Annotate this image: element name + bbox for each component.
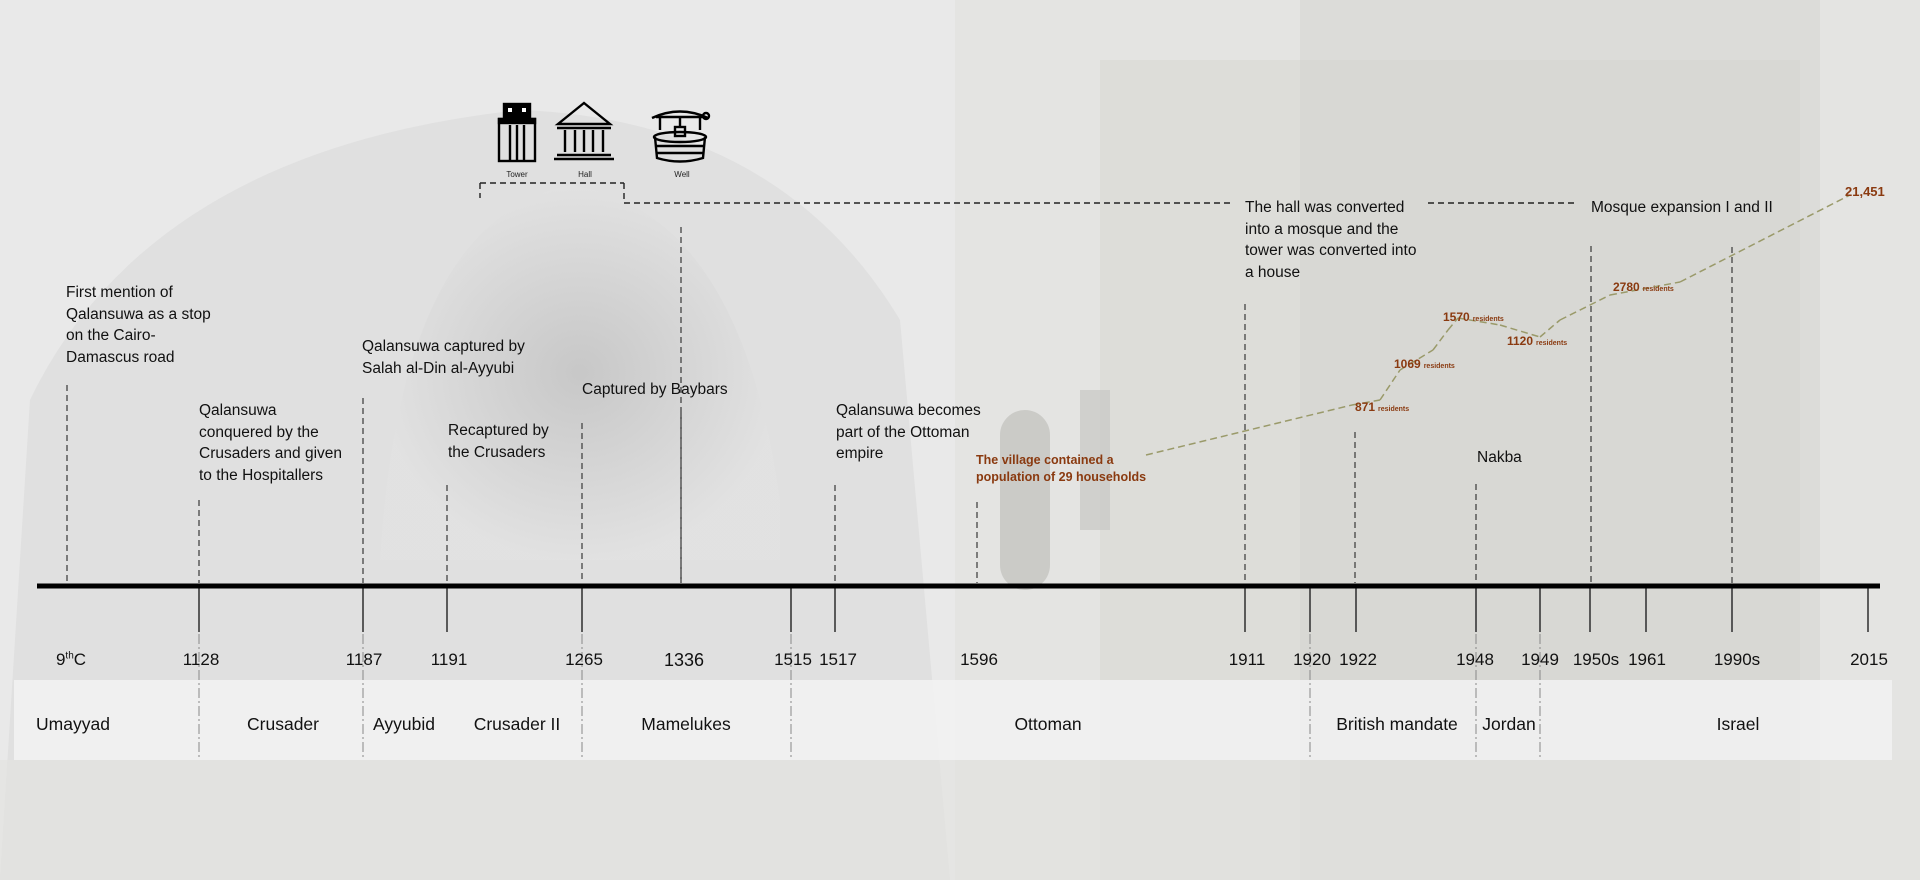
- well-caption: Well: [674, 170, 690, 179]
- period-umayyad: Umayyad: [36, 714, 110, 734]
- event-crusaders-conquered: Qalansuwa conquered by the Crusaders and given to the Hospitallers: [199, 402, 343, 484]
- year-label: 1336: [663, 650, 705, 670]
- year-label: 1950s: [1572, 650, 1620, 669]
- event-salah-al-din: Qalansuwa captured by Salah al-Din al-Ayyubi: [362, 338, 525, 377]
- event-recaptured: Recaptured by the Crusaders: [448, 422, 549, 461]
- population-label: 1069 residents: [1394, 357, 1455, 371]
- hall-caption: Hall: [578, 170, 592, 179]
- tower-caption: Tower: [506, 170, 528, 179]
- year-label: 1265: [565, 650, 603, 669]
- period-mamelukes: Mamelukes: [641, 714, 731, 734]
- year-label: 1922: [1339, 650, 1377, 669]
- event-hall-mosque: The hall was converted into a mosque and the tower was converted into a house: [1245, 199, 1417, 281]
- population-label: 2780 residents: [1613, 280, 1674, 294]
- year-label: 1191: [430, 650, 468, 669]
- period-crusader: Crusader: [247, 714, 319, 734]
- period-ottoman: Ottoman: [1014, 714, 1082, 734]
- event-mosque-expansion: Mosque expansion I and II: [1591, 199, 1773, 216]
- year-label: 1961: [1628, 650, 1666, 669]
- year-label: 9thC: [55, 650, 87, 669]
- period-israel: Israel: [1716, 714, 1760, 734]
- year-label: 1517: [819, 650, 857, 669]
- event-ottoman-empire: Qalansuwa becomes part of the Ottoman empire: [836, 402, 981, 462]
- population-label: 1570 residents: [1443, 310, 1504, 324]
- event-first-mention: First mention of Qalansuwa as a stop on the Cairo- Damascus road: [66, 284, 211, 366]
- population-label: 1120 residents: [1507, 334, 1568, 348]
- event-baybars: Captured by Baybars: [582, 381, 728, 398]
- population-label: 871 residents: [1355, 400, 1410, 414]
- year-label: 1911: [1228, 650, 1266, 669]
- year-label: 2015: [1850, 650, 1888, 669]
- period-crusader-ii: Crusader II: [473, 714, 561, 734]
- year-label: 1187: [345, 650, 383, 669]
- period-jordan: Jordan: [1482, 714, 1536, 734]
- period-ayyubid: Ayyubid: [373, 714, 435, 734]
- year-label: 1515: [774, 650, 812, 669]
- population-label: 21,451: [1845, 184, 1885, 199]
- year-label: 1596: [960, 650, 998, 669]
- year-label: 1948: [1456, 650, 1494, 669]
- year-label: 1128: [182, 650, 220, 669]
- year-label: 1990s: [1713, 650, 1761, 669]
- year-label: 1949: [1521, 650, 1559, 669]
- event-nakba: Nakba: [1477, 449, 1522, 466]
- year-label: 1920: [1293, 650, 1331, 669]
- households-note: The village contained a population of 29 households: [976, 453, 1147, 484]
- period-british-mandate: British mandate: [1336, 714, 1458, 734]
